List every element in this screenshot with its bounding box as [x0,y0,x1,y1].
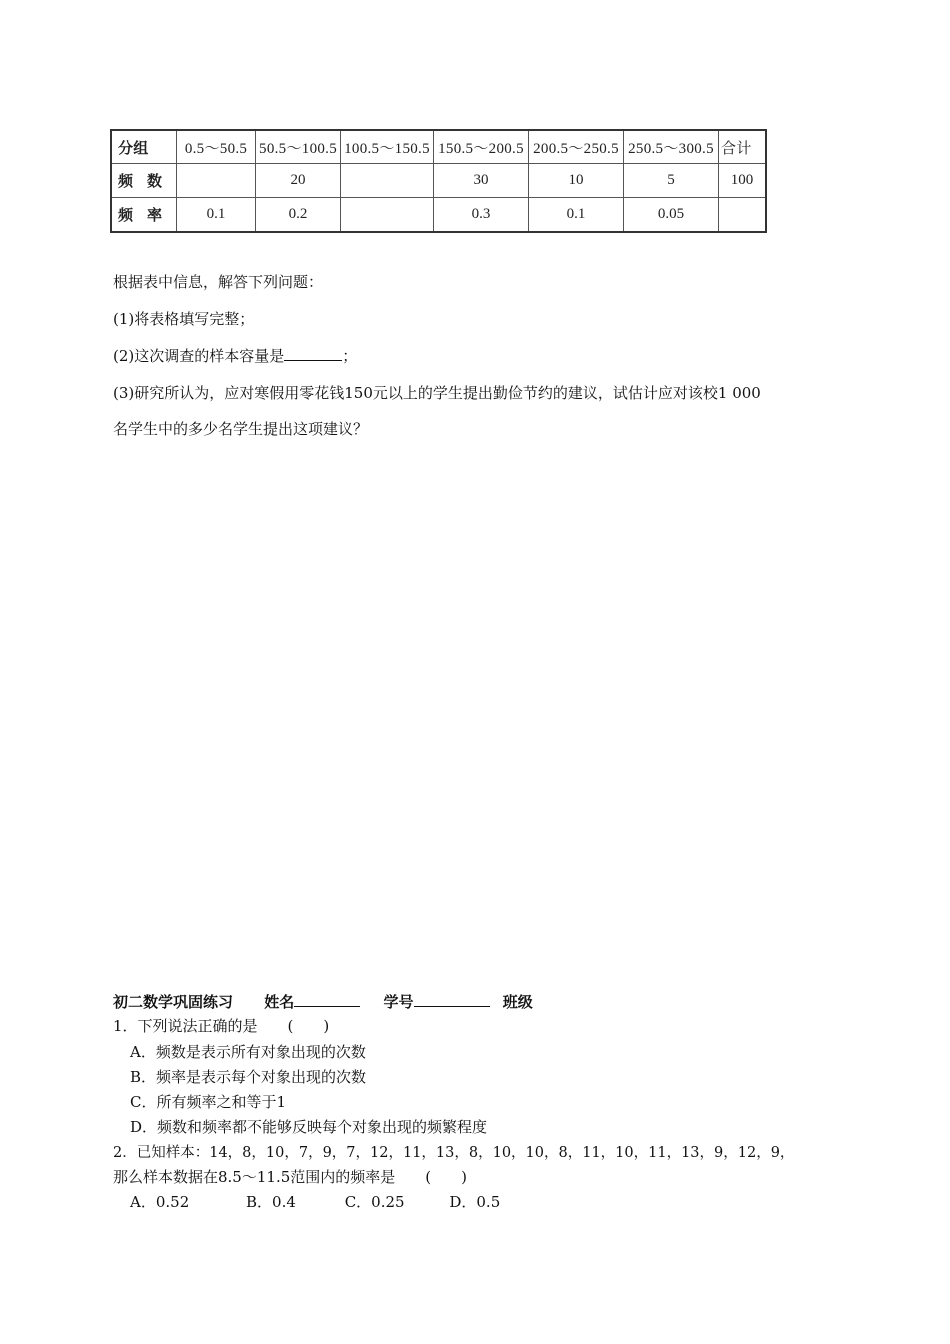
exercise-2-option-c: C．0.25 [344,1193,405,1211]
frequency-cell: 30 [434,164,529,198]
question-2 [113,345,357,366]
exercise-1-stem: 1．下列说法正确的是 ( ) [113,1017,330,1035]
relative-frequency-cell: 0.05 [624,198,719,233]
frequency-cell-total: 100 [719,164,767,198]
question-1: (1)将表格填写完整； [113,310,255,328]
exercise-1-option-c: C．所有频率之和等于1 [130,1093,287,1111]
group-cell: 0.5～50.5 [177,130,256,164]
frequency-cell: 20 [256,164,341,198]
row-label-frequency: 频数 [111,164,177,198]
worksheet-header [113,991,533,1012]
relative-frequency-cell: 0.2 [256,198,341,233]
group-cell: 150.5～200.5 [434,130,529,164]
row-label-relative-frequency: 频率 [111,198,177,233]
exercise-2-stem-line-1: 2．已知样本：14，8，10，7，9，7，12，11，13，8，10，10，8，11，10，11，13，9，12，9， [113,1145,795,1161]
answer-blank [284,347,342,361]
exercise-1-option-a: A．频数是表示所有对象出现的次数 [130,1043,366,1061]
relative-frequency-cell: 0.3 [434,198,529,233]
relative-frequency-cell: 0.1 [529,198,624,233]
group-cell: 200.5～250.5 [529,130,624,164]
question-3-line-2: 名学生中的多少名学生提出这项建议？ [113,420,369,438]
question-2-suffix: ； [342,347,358,365]
relative-frequency-cell: 0.1 [177,198,256,233]
table-row-relative-frequency [111,198,766,233]
group-cell: 250.5～300.5 [624,130,719,164]
problem-intro: 根据表中信息，解答下列问题： [113,273,324,291]
group-cell: 100.5～150.5 [341,130,434,164]
question-3-line-1: (3)研究所认为，应对寒假用零花钱150元以上的学生提出勤俭节约的建议，试估计应对该校1 000 [113,384,761,402]
question-2-text: (2)这次调查的样本容量是 [113,347,285,365]
exercise-1-option-d: D．频数和频率都不能够反映每个对象出现的频繁程度 [130,1118,488,1136]
table-row-groups [111,130,766,164]
exercise-1-option-b: B．频率是表示每个对象出现的次数 [130,1068,367,1086]
worksheet-title: 初二数学巩固练习 [113,993,234,1011]
name-blank [294,993,360,1007]
row-label-group: 分组 [111,130,177,164]
exercise-2-stem-line-2: 那么样本数据在8.5～11.5范围内的频率是 ( ) [113,1168,467,1186]
student-number-blank [414,993,490,1007]
group-cell: 50.5～100.5 [256,130,341,164]
frequency-table [110,129,767,233]
class-label: 班级 [502,993,533,1011]
group-cell-total: 合计 [719,130,767,164]
frequency-cell: 5 [624,164,719,198]
frequency-cell [341,164,434,198]
table-row-frequency [111,164,766,198]
exercise-2-options [130,1191,500,1212]
frequency-cell [177,164,256,198]
frequency-cell: 10 [529,164,624,198]
exercise-2-option-d: D．0.5 [449,1193,501,1211]
exercise-2-option-b: B．0.4 [246,1193,296,1211]
name-label: 姓名 [264,993,295,1011]
student-number-label: 学号 [383,993,414,1011]
exercise-2-option-a: A．0.52 [130,1193,190,1211]
relative-frequency-cell [341,198,434,233]
relative-frequency-cell-total [719,198,767,233]
